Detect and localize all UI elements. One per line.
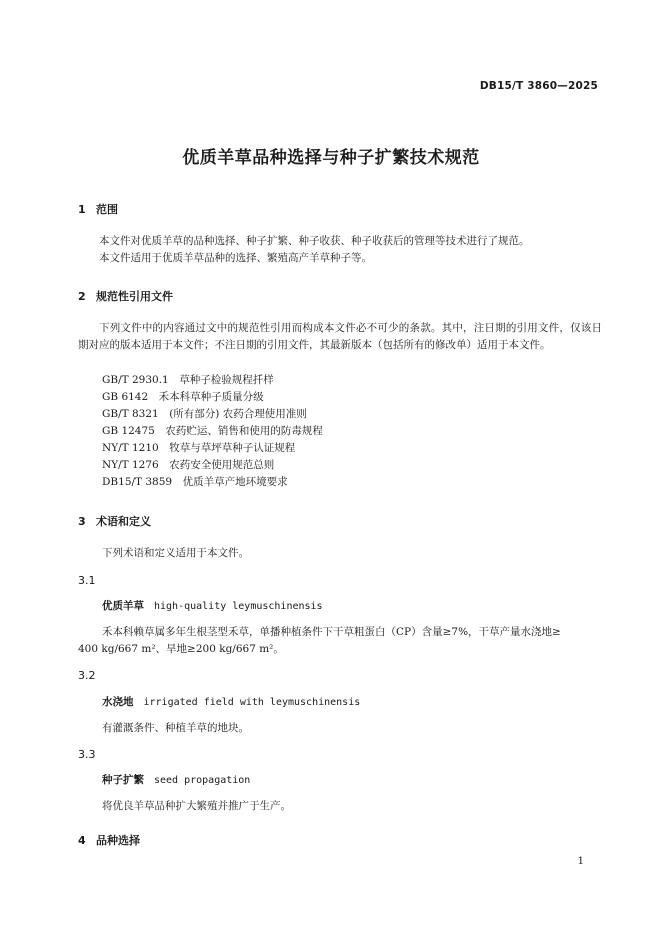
section-title: 范围	[96, 203, 118, 216]
section-heading-variety	[78, 832, 140, 848]
section-number: 2	[78, 290, 86, 303]
reference-item: GB/T 8321 (所有部分) 农药合理使用准则	[102, 408, 307, 420]
section-number: 1	[78, 203, 86, 216]
scope-paragraph-2: 本文件适用于优质羊草品种的选择、繁殖高产羊草种子等。	[99, 252, 372, 264]
references-intro: 下列文件中的内容通过文中的规范性引用而构成本文件必不可少的条款。其中，注日期的引用文件，仅该日期对应的版本适用于本文件；不注日期的引用文件，其最新版本（包括所有的修改单）适用于本文件。	[78, 322, 602, 351]
standard-number: DB15/T 3860—2025	[479, 80, 598, 92]
reference-item: GB 6142 禾本科草种子质量分级	[102, 391, 264, 403]
section-heading-terms	[78, 513, 151, 529]
term-definition: 有灌溉条件、种植羊草的地块。	[102, 722, 249, 734]
document-title: 优质羊草品种选择与种子扩繁技术规范	[182, 148, 480, 168]
reference-item: DB15/T 3859 优质羊草产地环境要求	[102, 476, 288, 488]
reference-item: GB/T 2930.1 草种子检验规程扦样	[102, 374, 274, 386]
terms-intro: 下列术语和定义适用于本文件。	[102, 547, 249, 559]
page-number: 1	[577, 856, 584, 867]
section-title: 术语和定义	[96, 515, 151, 528]
section-number: 4	[78, 834, 86, 847]
section-title: 品种选择	[96, 834, 140, 847]
reference-item: NY/T 1276 农药安全使用规范总则	[102, 459, 275, 471]
section-number: 3	[78, 515, 86, 528]
term-number: 3.3	[78, 748, 96, 761]
term-chinese: 优质羊草	[102, 600, 144, 612]
term-number: 3.2	[78, 669, 96, 682]
term-definition: 将优良羊草品种扩大繁殖并推广于生产。	[102, 800, 291, 812]
term-english: irrigated field with leymuschinensis	[143, 697, 361, 708]
term-english: high-quality leymuschinensis	[154, 601, 323, 612]
term-entry	[102, 598, 323, 613]
term-definition: 禾本科赖草属多年生根茎型禾草，单播种植条件下干草粗蛋白（CP）含量≥7%，干草产量水浇地≥	[102, 626, 561, 638]
term-definition-continued: 400 kg/667 m²、旱地≥200 kg/667 m²。	[78, 643, 284, 655]
term-chinese: 种子扩繁	[102, 774, 144, 786]
term-entry	[102, 772, 250, 787]
section-title: 规范性引用文件	[96, 290, 173, 303]
section-heading-references	[78, 288, 173, 304]
section-heading-scope	[78, 201, 118, 217]
term-english: seed propagation	[154, 775, 251, 786]
reference-item: NY/T 1210 牧草与草坪草种子认证规程	[102, 442, 296, 454]
reference-item: GB 12475 农药贮运、销售和使用的防毒规程	[102, 425, 323, 437]
term-number: 3.1	[78, 574, 96, 587]
scope-paragraph-1: 本文件对优质羊草的品种选择、种子扩繁、种子收获、种子收获后的管理等技术进行了规范。	[99, 235, 530, 247]
term-chinese: 水浇地	[102, 696, 134, 708]
term-entry	[102, 694, 360, 709]
